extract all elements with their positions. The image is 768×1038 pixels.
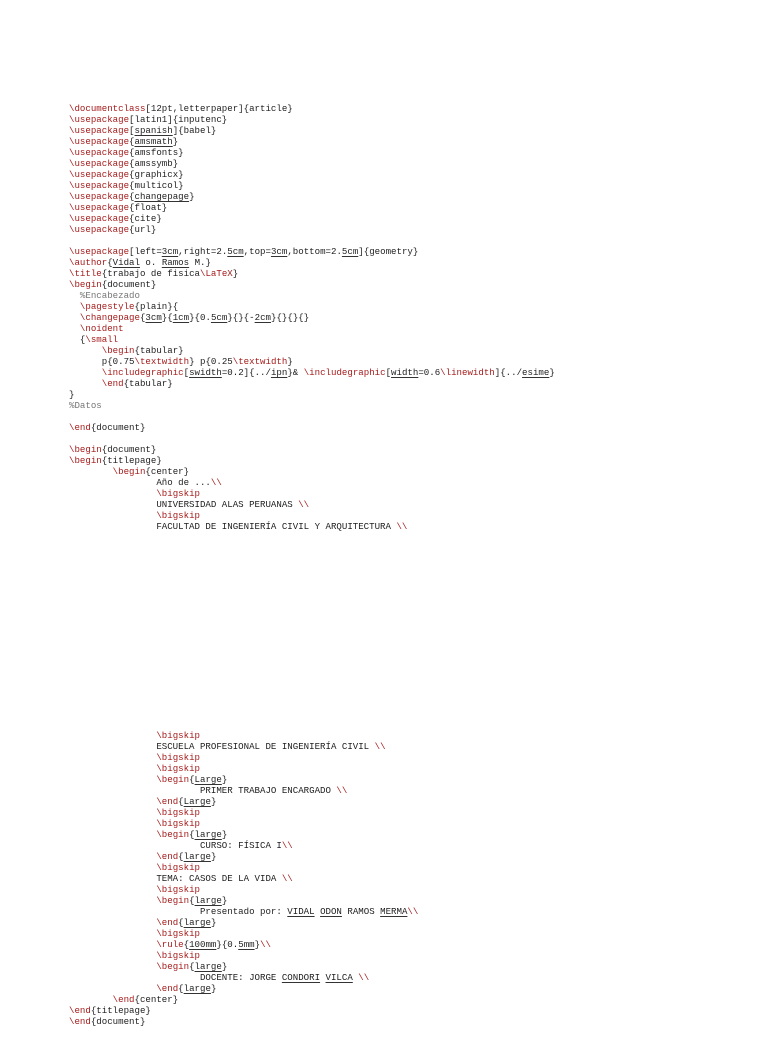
code-text: {center} [134, 994, 179, 1005]
spellcheck-word: 3cm [161, 246, 179, 257]
latex-command: \usepackage [69, 136, 130, 147]
latex-command: \textwidth [232, 356, 288, 367]
latex-command: \end [101, 378, 124, 389]
spellcheck-word: 5cm [341, 246, 359, 257]
code-line [69, 906, 555, 917]
latex-command: \bigskip [156, 763, 200, 774]
code-text: {trabajo de fisica [101, 268, 200, 279]
latex-command: \begin [69, 279, 102, 290]
code-text: } [172, 136, 179, 147]
code-line [69, 312, 555, 323]
spellcheck-word: large [183, 983, 211, 994]
latex-command: \end [69, 1016, 91, 1027]
code-text: } [221, 961, 228, 972]
code-text: {cite} [129, 213, 162, 224]
latex-command: \\ [374, 741, 386, 752]
code-text: }& [287, 367, 304, 378]
latex-command: \bigskip [156, 510, 200, 521]
code-line [69, 829, 555, 840]
code-text [69, 807, 156, 818]
code-line [69, 884, 555, 895]
code-text: { [107, 257, 113, 268]
code-text: {amssymb} [129, 158, 179, 169]
code-line [69, 345, 555, 356]
latex-command: \end [69, 422, 91, 433]
code-text: {tabular} [134, 345, 184, 356]
latex-command: \usepackage [69, 169, 130, 180]
code-text: { [129, 136, 135, 147]
code-text: [ [183, 367, 190, 378]
code-text: } [210, 851, 217, 862]
code-line [69, 301, 555, 312]
spellcheck-word: 3cm [145, 312, 162, 323]
code-text: }{}{}{} [270, 312, 310, 323]
code-text [69, 323, 80, 334]
code-line [69, 114, 555, 125]
code-text: ,bottom=2. [287, 246, 342, 257]
code-text: } [210, 983, 217, 994]
latex-command: \noident [79, 323, 124, 334]
code-text: RAMOS [341, 906, 381, 917]
code-text: ]{../ [494, 367, 523, 378]
code-line [69, 334, 555, 345]
latex-command: \documentclass [69, 103, 146, 114]
latex-comment: %Encabezado [79, 290, 140, 301]
code-line [69, 367, 555, 378]
code-line [69, 180, 555, 191]
spellcheck-word: MERMA [380, 906, 408, 917]
code-line [69, 851, 555, 862]
code-line [69, 950, 555, 961]
latex-command: \begin [112, 466, 146, 477]
latex-command: \end [69, 1005, 91, 1016]
latex-command: \usepackage [69, 213, 130, 224]
latex-command: \rule [156, 939, 184, 950]
spellcheck-word: 1cm [172, 312, 190, 323]
code-text [69, 818, 156, 829]
code-text: { [183, 939, 190, 950]
code-text: {plain}{ [134, 301, 179, 312]
code-block-titlepage [69, 730, 555, 1027]
latex-command: \\ [298, 499, 310, 510]
code-line [69, 125, 555, 136]
latex-command: \bigskip [156, 730, 200, 741]
code-text: { [189, 895, 195, 906]
code-text: =0.2]{../ [221, 367, 271, 378]
latex-command: \\ [281, 873, 293, 884]
code-text: } [189, 191, 195, 202]
code-text: ]{babel} [172, 125, 217, 136]
code-line [69, 169, 555, 180]
latex-command: \end [156, 851, 179, 862]
code-text [69, 290, 80, 301]
code-text: [left= [129, 246, 162, 257]
code-line [69, 994, 555, 1005]
latex-command: \begin [69, 455, 102, 466]
code-text: } p{0.25 [189, 356, 233, 367]
code-text: } [287, 356, 293, 367]
code-text [69, 928, 156, 939]
code-line [69, 147, 555, 158]
code-line [69, 521, 555, 532]
latex-command: \\ [407, 906, 419, 917]
code-text: } [254, 939, 261, 950]
code-line [69, 840, 555, 851]
latex-command: \begin [156, 895, 190, 906]
code-text [69, 829, 156, 840]
code-text: }{}{- [227, 312, 255, 323]
latex-command: \end [156, 796, 179, 807]
latex-command: \bigskip [156, 807, 200, 818]
code-text: o. [139, 257, 162, 268]
spellcheck-word: large [183, 851, 211, 862]
code-text: {amsfonts} [129, 147, 184, 158]
code-text: }{0. [189, 312, 211, 323]
latex-source-listing [69, 81, 555, 1038]
spellcheck-word: VIDAL [287, 906, 315, 917]
code-text: {url} [129, 224, 157, 235]
code-line [69, 191, 555, 202]
code-text: {document} [90, 422, 146, 433]
latex-comment: %Datos [69, 400, 102, 411]
code-line [69, 257, 555, 268]
spellcheck-word: ipn [270, 367, 288, 378]
code-text [69, 895, 156, 906]
latex-command: \small [85, 334, 119, 345]
latex-command: \\ [396, 521, 408, 532]
latex-command: \textwidth [134, 356, 190, 367]
latex-command: \usepackage [69, 114, 130, 125]
code-line [69, 774, 555, 785]
code-line [69, 389, 555, 400]
spellcheck-word: 2cm [254, 312, 271, 323]
code-text [69, 488, 156, 499]
code-text: {document} [101, 279, 157, 290]
code-text [69, 752, 156, 763]
latex-command: \begin [101, 345, 135, 356]
spellcheck-word: Large [183, 796, 211, 807]
code-text: { [139, 312, 146, 323]
code-text: } [210, 917, 217, 928]
code-line [69, 752, 555, 763]
latex-command: \bigskip [156, 862, 200, 873]
code-text: ]{geometry} [358, 246, 419, 257]
code-line [69, 356, 555, 367]
code-text [69, 796, 156, 807]
code-line [69, 455, 555, 466]
code-line [69, 290, 555, 301]
code-line [69, 136, 555, 147]
latex-command: \usepackage [69, 158, 130, 169]
latex-command: \begin [69, 444, 102, 455]
code-line [69, 1005, 555, 1016]
latex-command: \usepackage [69, 224, 130, 235]
latex-command: \end [112, 994, 135, 1005]
latex-command: \usepackage [69, 246, 130, 257]
code-text [69, 884, 156, 895]
code-line [69, 235, 555, 246]
code-line [69, 730, 555, 741]
code-text: M.} [189, 257, 211, 268]
code-text [69, 961, 156, 972]
spellcheck-word: CONDORI [281, 972, 321, 983]
code-text: } [221, 829, 228, 840]
code-text: Año de ... [69, 477, 211, 488]
latex-command: \usepackage [69, 180, 130, 191]
latex-command: \LaTeX [199, 268, 233, 279]
code-text [69, 851, 156, 862]
code-text: DOCENTE: JORGE [69, 972, 282, 983]
latex-command: \author [69, 257, 108, 268]
code-line [69, 444, 555, 455]
code-text: { [178, 983, 184, 994]
code-text: } [221, 774, 228, 785]
latex-command: \\ [281, 840, 293, 851]
code-text: {multicol} [129, 180, 184, 191]
code-line [69, 400, 555, 411]
code-line [69, 961, 555, 972]
code-text: { [129, 191, 135, 202]
code-text: ,right=2. [178, 246, 228, 257]
spellcheck-word: swidth [189, 367, 222, 378]
blank-space [69, 554, 555, 708]
code-line [69, 873, 555, 884]
code-text [69, 763, 156, 774]
spellcheck-word: large [194, 895, 222, 906]
code-line [69, 488, 555, 499]
code-text: PRIMER TRABAJO ENCARGADO [69, 785, 337, 796]
code-text: { [69, 334, 86, 345]
latex-command: \\ [336, 785, 348, 796]
latex-command: \end [156, 917, 179, 928]
code-line [69, 323, 555, 334]
code-line [69, 477, 555, 488]
code-line [69, 983, 555, 994]
latex-command: \usepackage [69, 147, 130, 158]
latex-command: \bigskip [156, 950, 200, 961]
spellcheck-word: changepage [134, 191, 190, 202]
spellcheck-word: Vidal [112, 257, 140, 268]
spellcheck-word: Ramos [161, 257, 190, 268]
code-text: }{0. [216, 939, 239, 950]
code-text [69, 367, 102, 378]
code-text: p{0.75 [69, 356, 135, 367]
code-text [69, 994, 113, 1005]
latex-command: \begin [156, 774, 190, 785]
latex-command: \bigskip [156, 818, 200, 829]
latex-command: \end [156, 983, 179, 994]
code-text: { [178, 917, 184, 928]
latex-command: \\ [260, 939, 271, 950]
code-line [69, 741, 555, 752]
code-text [69, 312, 80, 323]
code-text [69, 862, 156, 873]
latex-command: \usepackage [69, 191, 130, 202]
code-text: [ [385, 367, 392, 378]
code-text: } [232, 268, 239, 279]
code-line [69, 1016, 555, 1027]
code-text: ,top= [243, 246, 271, 257]
code-line [69, 939, 555, 950]
code-text [69, 950, 156, 961]
code-line [69, 268, 555, 279]
code-text [69, 917, 156, 928]
code-line [69, 422, 555, 433]
code-text: {titlepage} [90, 1005, 151, 1016]
code-text: FACULTAD DE INGENIERÍA CIVIL Y ARQUITECTURA [69, 521, 397, 532]
code-text: {tabular} [123, 378, 173, 389]
code-line [69, 213, 555, 224]
code-line [69, 510, 555, 521]
code-line [69, 917, 555, 928]
code-text: } [210, 796, 217, 807]
spellcheck-word: large [194, 829, 222, 840]
latex-command: \includegraphic [303, 367, 386, 378]
code-text: }{ [161, 312, 173, 323]
code-line [69, 807, 555, 818]
code-line [69, 411, 555, 422]
code-block-preamble [69, 103, 555, 532]
spellcheck-word: amsmath [134, 136, 173, 147]
code-line [69, 972, 555, 983]
latex-command: \bigskip [156, 884, 200, 895]
code-text: { [189, 774, 195, 785]
latex-command: \bigskip [156, 928, 200, 939]
code-text [69, 983, 156, 994]
latex-command: \begin [156, 829, 190, 840]
code-text: {document} [101, 444, 157, 455]
latex-command: \\ [210, 477, 222, 488]
code-text: {document} [90, 1016, 146, 1027]
spellcheck-word: large [183, 917, 211, 928]
code-line [69, 246, 555, 257]
code-text: =0.6 [418, 367, 441, 378]
code-text [69, 345, 102, 356]
latex-command: \usepackage [69, 202, 130, 213]
code-text [69, 378, 102, 389]
code-text: {float} [129, 202, 168, 213]
code-line [69, 103, 555, 114]
spellcheck-word: VILCA [325, 972, 353, 983]
code-text: Presentado por: [69, 906, 288, 917]
code-text: } [69, 389, 75, 400]
code-text: {graphicx} [129, 169, 184, 180]
latex-command: \bigskip [156, 752, 200, 763]
code-line [69, 796, 555, 807]
latex-command: \usepackage [69, 125, 130, 136]
code-line [69, 928, 555, 939]
code-line [69, 895, 555, 906]
latex-command: \pagestyle [79, 301, 135, 312]
latex-command: \bigskip [156, 488, 200, 499]
code-line [69, 279, 555, 290]
spellcheck-word: Large [194, 774, 222, 785]
latex-command: \changepage [79, 312, 140, 323]
code-text: { [178, 851, 184, 862]
spellcheck-word: spanish [134, 125, 173, 136]
code-text [69, 774, 156, 785]
spellcheck-word: ODON [320, 906, 342, 917]
code-line [69, 818, 555, 829]
latex-command: \begin [156, 961, 190, 972]
code-text: [12pt,letterpaper]{article} [145, 103, 293, 114]
code-text: [latin1]{inputenc} [129, 114, 228, 125]
spellcheck-word: 100mm [189, 939, 217, 950]
code-line [69, 862, 555, 873]
code-text: {titlepage} [101, 455, 162, 466]
spellcheck-word: width [391, 367, 419, 378]
code-line [69, 202, 555, 213]
code-text [69, 466, 113, 477]
code-text: { [189, 829, 195, 840]
code-text: } [549, 367, 555, 378]
latex-command: \title [69, 268, 102, 279]
code-text: TEMA: CASOS DE LA VIDA [69, 873, 282, 884]
spellcheck-word: 3cm [270, 246, 288, 257]
code-line [69, 785, 555, 796]
code-text: {center} [145, 466, 190, 477]
spellcheck-word: esime [522, 367, 550, 378]
latex-command: \linewidth [440, 367, 495, 378]
code-line [69, 158, 555, 169]
code-text [69, 730, 156, 741]
code-text: } [221, 895, 228, 906]
code-line [69, 499, 555, 510]
code-text [69, 510, 156, 521]
code-text: UNIVERSIDAD ALAS PERUANAS [69, 499, 299, 510]
code-text: [ [129, 125, 135, 136]
code-text: CURSO: FÍSICA I [69, 840, 282, 851]
spellcheck-word: 5mm [238, 939, 255, 950]
spellcheck-word: 5cm [227, 246, 244, 257]
spellcheck-word: large [194, 961, 222, 972]
code-line [69, 466, 555, 477]
latex-command: \includegraphic [101, 367, 184, 378]
latex-command: \\ [358, 972, 370, 983]
spellcheck-word: 5cm [210, 312, 228, 323]
code-text: ESCUELA PROFESIONAL DE INGENIERÍA CIVIL [69, 741, 375, 752]
code-text [69, 301, 80, 312]
code-line [69, 433, 555, 444]
code-line [69, 763, 555, 774]
code-line [69, 378, 555, 389]
code-text: { [189, 961, 195, 972]
code-text: { [178, 796, 184, 807]
code-line [69, 224, 555, 235]
code-text [69, 939, 156, 950]
